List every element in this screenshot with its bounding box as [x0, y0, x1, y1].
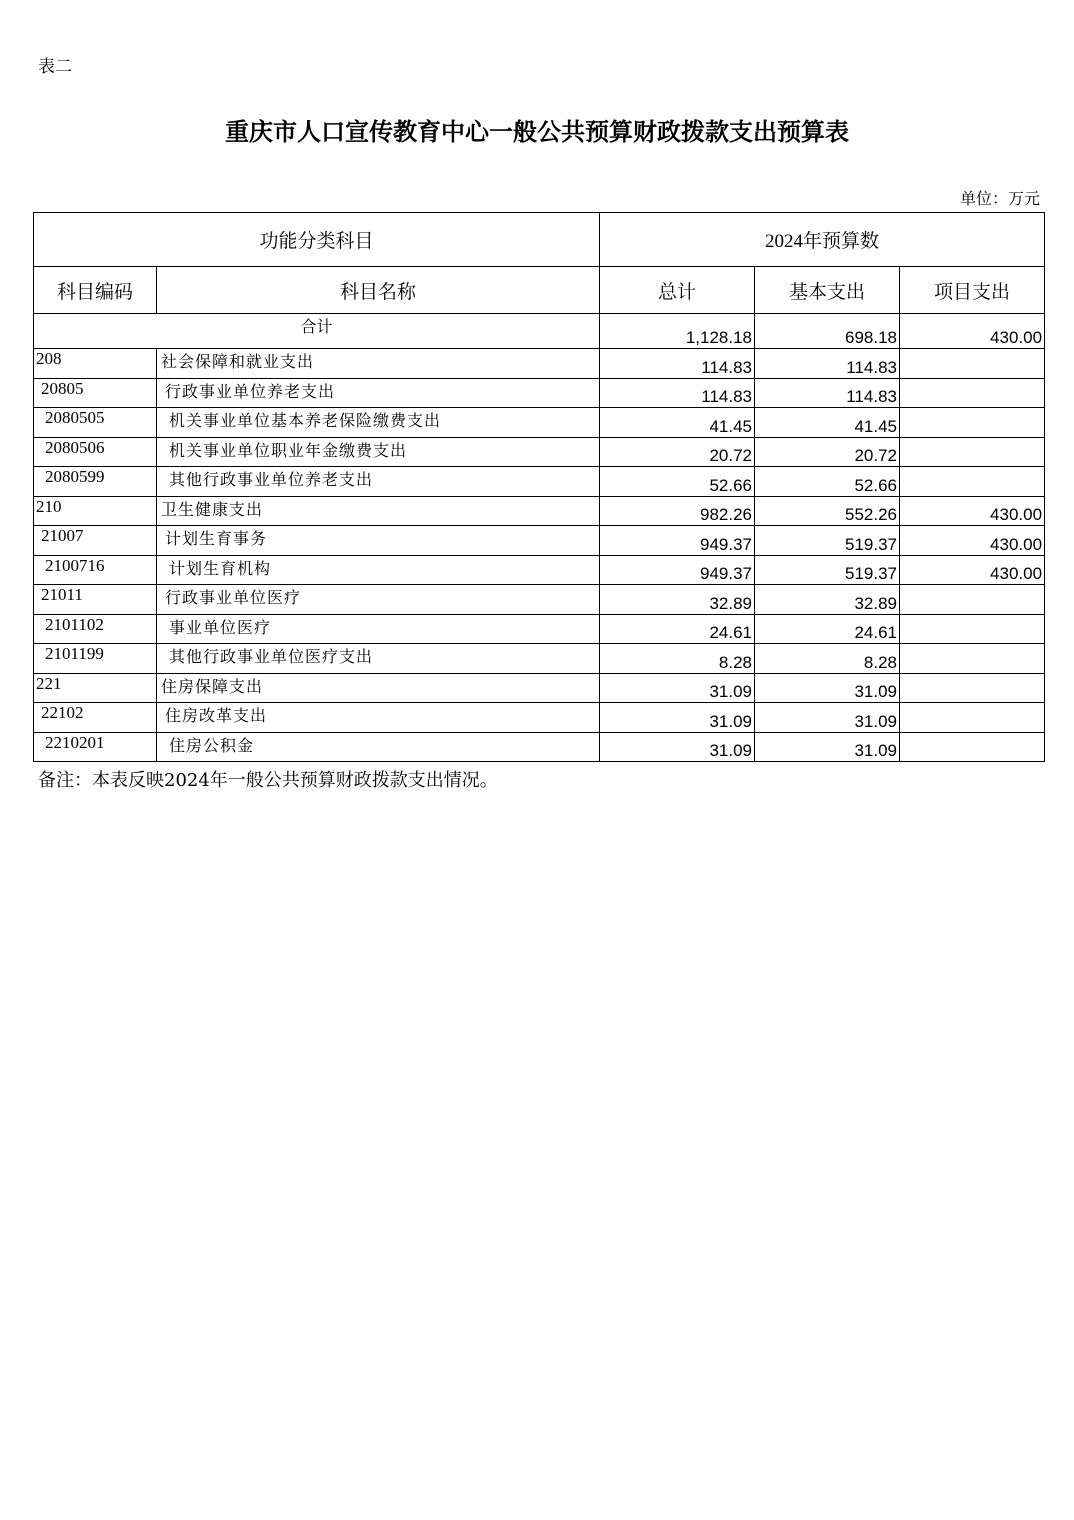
cell-total: 41.45 [600, 408, 755, 438]
cell-total: 20.72 [600, 437, 755, 467]
cell-code: 208 [34, 349, 157, 379]
unit-label: 单位：万元 [959, 189, 1040, 208]
cell-project [900, 673, 1045, 703]
table-row [34, 644, 1045, 674]
cell-project [900, 614, 1045, 644]
table-row [34, 555, 1045, 585]
cell-basic: 41.45 [755, 408, 900, 438]
cell-name: 住房公积金 [157, 732, 600, 762]
cell-basic: 31.09 [755, 673, 900, 703]
cell-basic: 519.37 [755, 555, 900, 585]
cell-project: 430.00 [900, 496, 1045, 526]
cell-name: 住房改革支出 [157, 703, 600, 733]
header-group-row [34, 213, 1045, 267]
cell-total: 31.09 [600, 732, 755, 762]
cell-total: 949.37 [600, 526, 755, 556]
cell-project [900, 349, 1045, 379]
cell-code: 21011 [34, 585, 157, 615]
header-column-row [34, 267, 1045, 314]
cell-basic: 31.09 [755, 703, 900, 733]
cell-name: 计划生育机构 [157, 555, 600, 585]
cell-name: 卫生健康支出 [157, 496, 600, 526]
cell-code: 20805 [34, 378, 157, 408]
cell-name: 其他行政事业单位养老支出 [157, 467, 600, 497]
total-total: 1,128.18 [600, 314, 755, 349]
table-row [34, 467, 1045, 497]
cell-project [900, 378, 1045, 408]
cell-basic: 52.66 [755, 467, 900, 497]
cell-code: 21007 [34, 526, 157, 556]
cell-total: 52.66 [600, 467, 755, 497]
budget-table [33, 212, 1045, 762]
cell-basic: 32.89 [755, 585, 900, 615]
cell-total: 24.61 [600, 614, 755, 644]
cell-total: 982.26 [600, 496, 755, 526]
cell-project [900, 408, 1045, 438]
table-row [34, 408, 1045, 438]
cell-basic: 20.72 [755, 437, 900, 467]
cell-code: 2080505 [34, 408, 157, 438]
table-row [34, 378, 1045, 408]
cell-code: 2101199 [34, 644, 157, 674]
header-name: 科目名称 [157, 267, 600, 314]
cell-code: 221 [34, 673, 157, 703]
header-function-group: 功能分类科目 [34, 213, 600, 267]
cell-basic: 114.83 [755, 378, 900, 408]
cell-code: 22102 [34, 703, 157, 733]
cell-name: 行政事业单位医疗 [157, 585, 600, 615]
cell-total: 949.37 [600, 555, 755, 585]
cell-project: 430.00 [900, 555, 1045, 585]
table-row [34, 437, 1045, 467]
cell-basic: 8.28 [755, 644, 900, 674]
total-basic: 698.18 [755, 314, 900, 349]
cell-project [900, 703, 1045, 733]
header-code: 科目编码 [34, 267, 157, 314]
cell-code: 2100716 [34, 555, 157, 585]
table-row [34, 349, 1045, 379]
cell-project [900, 585, 1045, 615]
cell-total: 31.09 [600, 673, 755, 703]
cell-name: 计划生育事务 [157, 526, 600, 556]
cell-name: 机关事业单位职业年金缴费支出 [157, 437, 600, 467]
total-row [34, 314, 1045, 349]
table-row [34, 526, 1045, 556]
table-row [34, 673, 1045, 703]
cell-project [900, 467, 1045, 497]
header-budget-group: 2024年预算数 [600, 213, 1045, 267]
cell-project [900, 644, 1045, 674]
cell-basic: 31.09 [755, 732, 900, 762]
total-project: 430.00 [900, 314, 1045, 349]
table-row [34, 732, 1045, 762]
page-title: 重庆市人口宣传教育中心一般公共预算财政拨款支出预算表 [225, 118, 849, 146]
cell-code: 2080599 [34, 467, 157, 497]
cell-basic: 114.83 [755, 349, 900, 379]
cell-total: 8.28 [600, 644, 755, 674]
cell-project: 430.00 [900, 526, 1045, 556]
cell-code: 210 [34, 496, 157, 526]
cell-total: 114.83 [600, 349, 755, 379]
cell-name: 行政事业单位养老支出 [157, 378, 600, 408]
cell-project [900, 437, 1045, 467]
cell-total: 31.09 [600, 703, 755, 733]
cell-basic: 519.37 [755, 526, 900, 556]
header-basic: 基本支出 [755, 267, 900, 314]
table-row [34, 585, 1045, 615]
cell-name: 住房保障支出 [157, 673, 600, 703]
total-label: 合计 [34, 314, 600, 349]
table-row [34, 703, 1045, 733]
cell-total: 114.83 [600, 378, 755, 408]
table-label: 表二 [38, 57, 72, 77]
cell-code: 2210201 [34, 732, 157, 762]
cell-total: 32.89 [600, 585, 755, 615]
cell-name: 社会保障和就业支出 [157, 349, 600, 379]
cell-basic: 24.61 [755, 614, 900, 644]
cell-name: 机关事业单位基本养老保险缴费支出 [157, 408, 600, 438]
header-total: 总计 [600, 267, 755, 314]
footnote: 备注：本表反映2024年一般公共预算财政拨款支出情况。 [38, 770, 498, 791]
header-project: 项目支出 [900, 267, 1045, 314]
cell-name: 其他行政事业单位医疗支出 [157, 644, 600, 674]
cell-code: 2080506 [34, 437, 157, 467]
table-row [34, 496, 1045, 526]
cell-code: 2101102 [34, 614, 157, 644]
table-row [34, 614, 1045, 644]
cell-name: 事业单位医疗 [157, 614, 600, 644]
cell-project [900, 732, 1045, 762]
cell-basic: 552.26 [755, 496, 900, 526]
